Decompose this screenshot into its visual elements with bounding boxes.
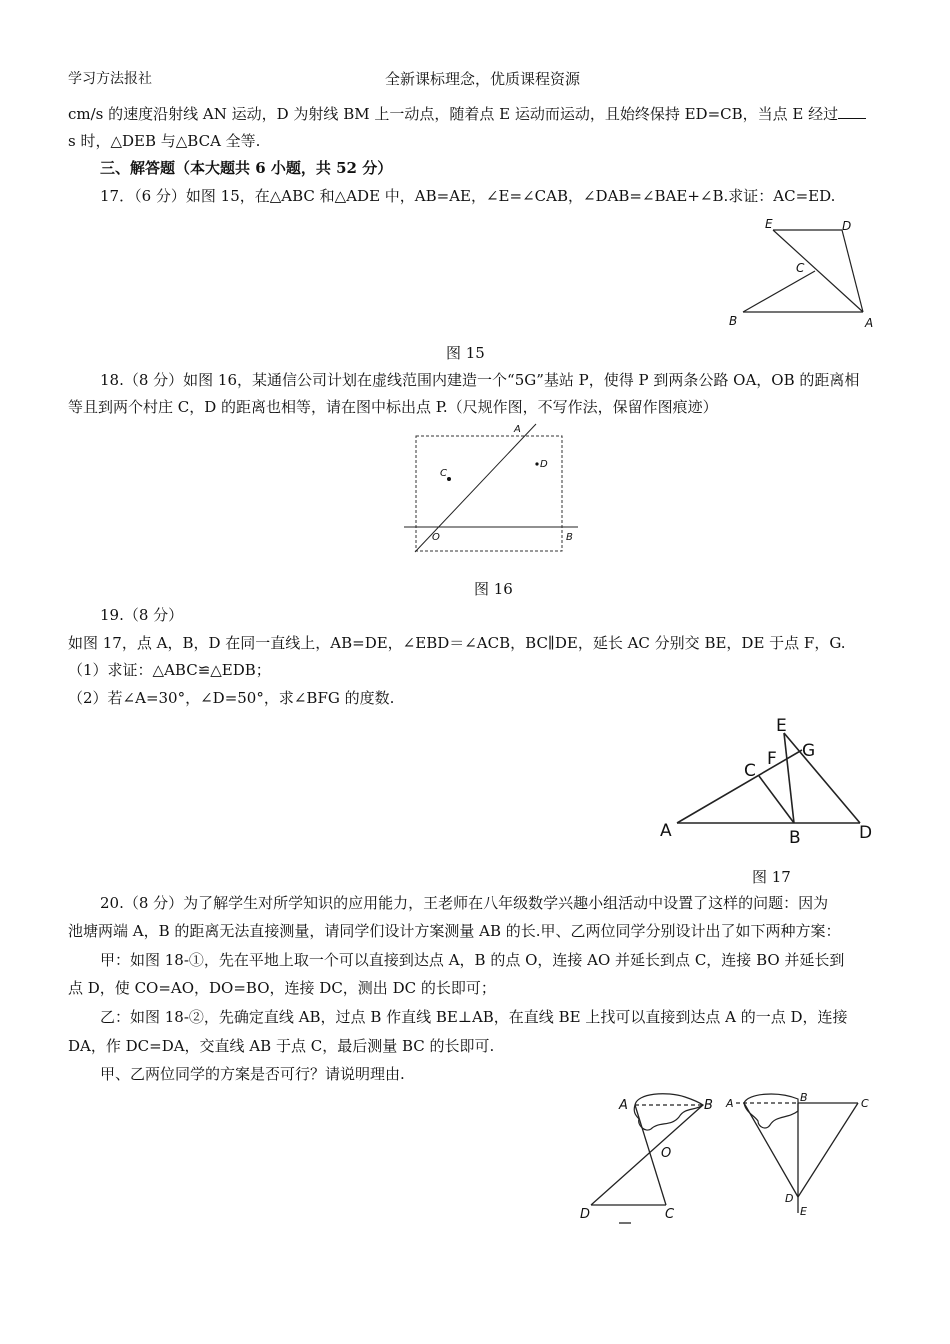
question-19-heading: 19.（8 分） <box>100 606 184 624</box>
question-20-plan-b-line-2: DA，作 DC=DA，交直线 AB 于点 C，最后测量 BC 的长即可. <box>68 1037 495 1055</box>
fig18b-label-A: A <box>726 1097 734 1110</box>
figure-18-2 <box>718 1085 888 1230</box>
text-line-1 <box>68 104 866 124</box>
fig17-label-D: D <box>859 823 873 843</box>
fig18b-label-B: B <box>800 1091 808 1104</box>
question-20-plan-a-line-1: 甲：如图 18-①，先在平地上取一个可以直接到达点 A，B 的点 O，连接 AO 并延长到点 C，连接 BO 并延长到 <box>100 951 845 969</box>
fig18b-label-C: C <box>861 1097 869 1110</box>
section-3-heading: 三、解答题（本大题共 6 小题，共 52 分） <box>100 159 393 177</box>
fig18b-label-E: E <box>800 1205 807 1218</box>
question-19-statement: 如图 17，点 A，B，D 在同一直线上，AB=DE，∠EBD＝∠ACB，BC∥DE，延长 AC 分别交 BE，DE 于点 F，G. <box>68 634 846 652</box>
fig18a-label-A: A <box>619 1098 628 1113</box>
fig15-label-C: C <box>796 261 805 275</box>
fig16-label-D: D <box>540 459 548 470</box>
question-20-line-1: 20.（8 分）为了解学生对所学知识的应用能力，王老师在八年级数学兴趣小组活动中设置了这样的问题：因为 <box>100 894 829 912</box>
question-19-part-1: （1）求证：△ABC≌△EDB； <box>68 661 271 679</box>
question-20-plan-a-line-2: 点 D，使 CO=AO，DO=BO，连接 DC，测出 DC 的长即可； <box>68 979 496 997</box>
header-slogan: 全新课标理念，优质课程资源 <box>385 70 581 88</box>
fig17-label-E: E <box>776 716 787 736</box>
answer-blank <box>838 104 866 119</box>
question-17: 17．（6 分）如图 15，在△ABC 和△ADE 中，AB=AE，∠E=∠CAB，∠DAB=∠BAE+∠B.求证：AC=ED. <box>100 187 836 205</box>
question-18-line-2: 等且到两个村庄 C，D 的距离也相等，请在图中标出点 P.（尺规作图，不写作法，保留作图痕迹） <box>68 398 718 416</box>
fig16-label-C: C <box>440 468 447 479</box>
fig18a-label-D: D <box>580 1207 591 1222</box>
caption-fig-16: 图 16 <box>474 580 513 598</box>
fig16-label-O: O <box>432 532 440 543</box>
fig18a-label-O: O <box>661 1146 672 1161</box>
fig18a-label-B: B <box>704 1098 713 1113</box>
figure-16 <box>400 422 585 557</box>
text-line-1-content: cm/s 的速度沿射线 AN 运动，D 为射线 BM 上一动点，随着点 E 运动而运动，且始终保持 ED=CB，当点 E 经过 <box>68 105 839 123</box>
fig15-label-D: D <box>842 219 852 233</box>
fig18b-label-D: D <box>785 1192 794 1205</box>
fig16-label-A: A <box>514 424 521 435</box>
figure-15 <box>725 215 885 335</box>
fig17-label-C: C <box>744 761 756 781</box>
fig16-label-B: B <box>566 532 573 543</box>
fig15-label-A: A <box>865 316 874 330</box>
caption-fig-15: 图 15 <box>446 344 485 362</box>
fig18a-label-C: C <box>665 1207 675 1222</box>
text-line-2: s 时，△DEB 与△BCA 全等. <box>68 132 261 150</box>
fig17-label-F: F <box>767 749 777 769</box>
header-publisher: 学习方法报社 <box>68 71 152 87</box>
fig15-label-E: E <box>765 217 773 231</box>
figure-17 <box>655 712 885 852</box>
question-20-plan-b-line-1: 乙：如图 18-②，先确定直线 AB，过点 B 作直线 BE⊥AB，在直线 BE 上找可以直接到达点 A 的一点 D，连接 <box>100 1008 848 1026</box>
question-19-part-2: （2）若∠A=30°，∠D=50°，求∠BFG 的度数. <box>68 689 395 707</box>
question-20-line-2: 池塘两端 A，B 的距离无法直接测量，请同学们设计方案测量 AB 的长.甲、乙两位同学分别设计出了如下两种方案： <box>68 922 841 940</box>
caption-fig-17: 图 17 <box>752 868 791 886</box>
question-20-prompt: 甲、乙两位同学的方案是否可行？请说明理由. <box>100 1065 405 1083</box>
fig15-label-B: B <box>729 314 738 328</box>
fig17-label-G: G <box>802 741 816 761</box>
fig17-label-A: A <box>660 821 672 841</box>
fig17-label-B: B <box>789 828 801 848</box>
question-18-line-1: 18.（8 分）如图 16，某通信公司计划在虚线范围内建造一个“5G”基站 P，使得 P 到两条公路 OA，OB 的距离相 <box>100 371 860 389</box>
figure-18-1 <box>575 1085 725 1230</box>
